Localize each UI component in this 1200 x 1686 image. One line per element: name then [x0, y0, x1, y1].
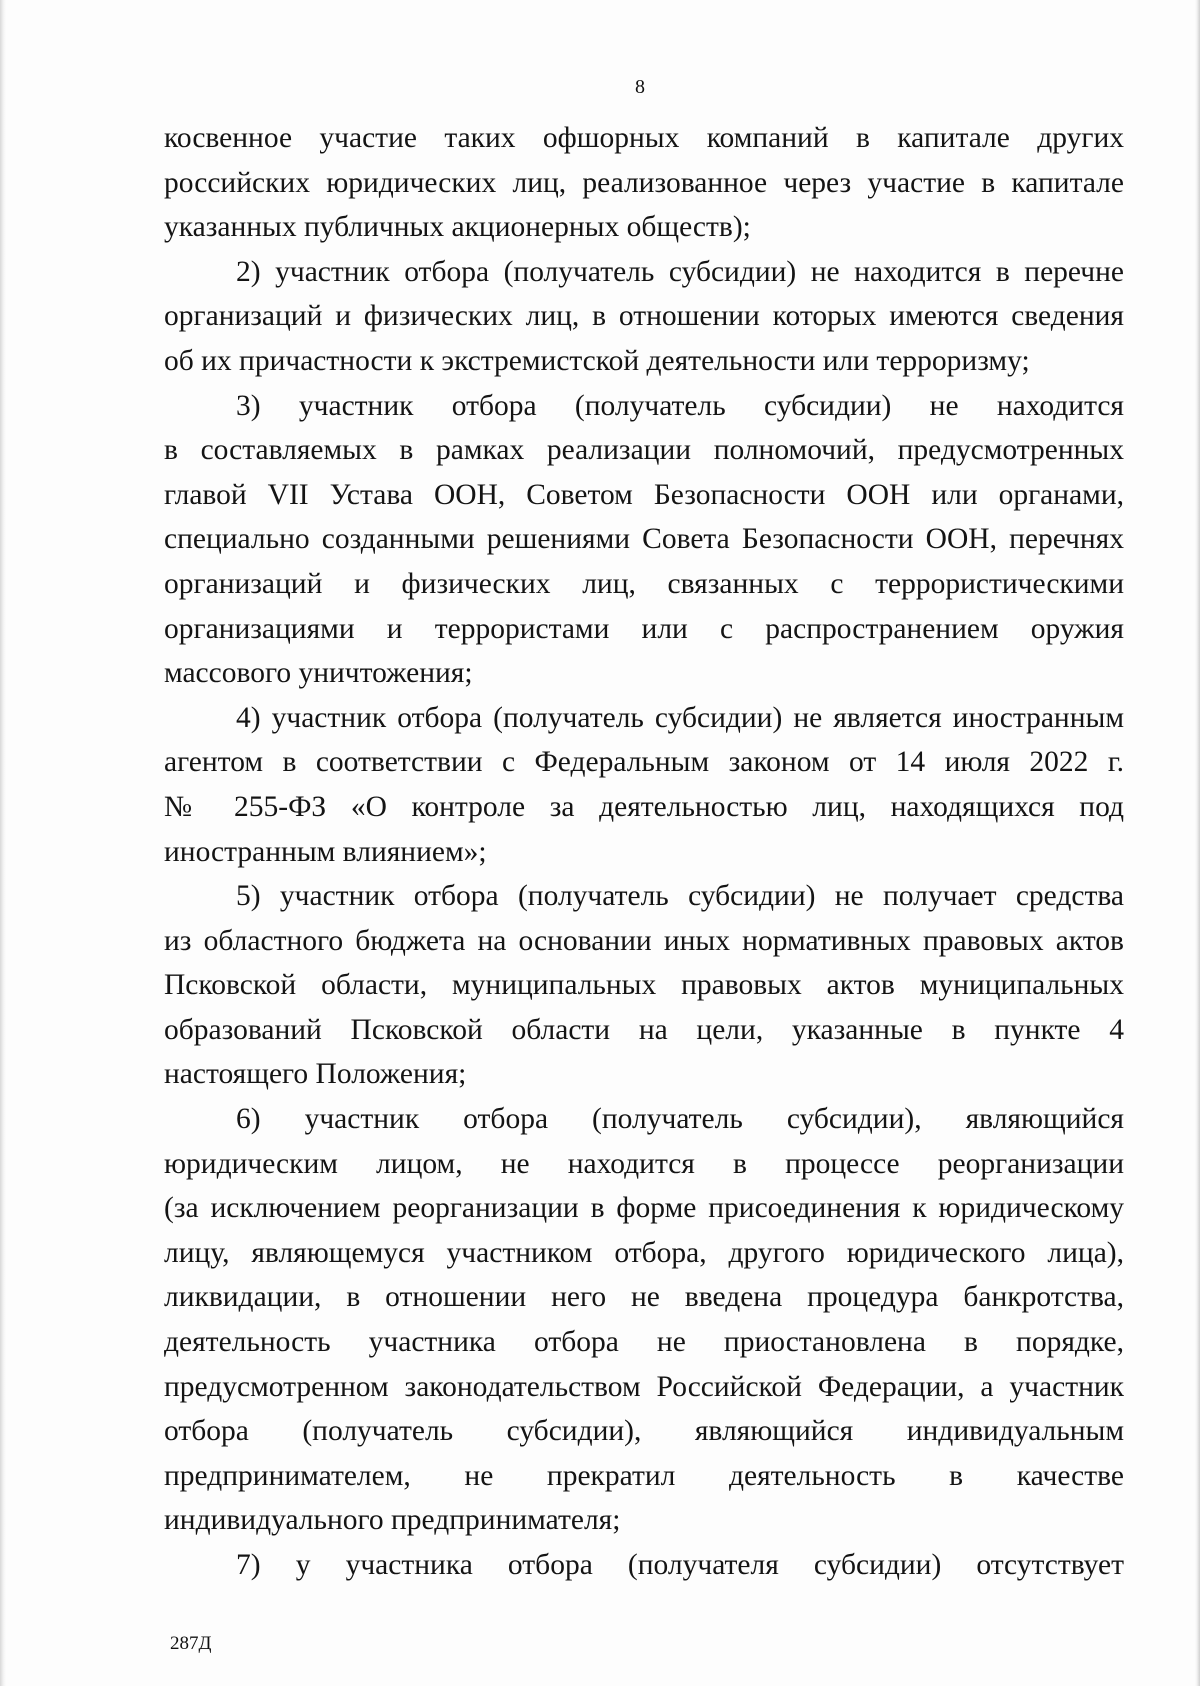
text-line: 2) участник отбора (получатель субсидии) не находится в перечне	[236, 255, 1124, 288]
document-body	[164, 116, 1124, 1588]
text-line: 3) участник отбора (получатель субсидии) не находится	[236, 389, 1124, 422]
text-line: юридическим лицом, не находится в процессе реорганизации	[164, 1147, 1124, 1180]
text-line: 4) участник отбора (получатель субсидии) не является иностранным	[236, 701, 1124, 734]
text-line: организациями и террористами или с распространением оружия	[164, 612, 1124, 645]
text-line: Псковской области, муниципальных правовых актов муниципальных	[164, 969, 1124, 1002]
text-line: № 255-ФЗ «О контроле за деятельностью лиц, находящихся под	[164, 790, 1124, 823]
text-line: из областного бюджета на основании иных нормативных правовых актов	[164, 924, 1124, 957]
text-line: специально созданными решениями Совета Безопасности ООН, перечнях	[164, 523, 1124, 556]
text-line: настоящего Положения;	[164, 1058, 467, 1091]
text-line: индивидуального предпринимателя;	[164, 1504, 621, 1537]
text-line: деятельность участника отбора не приостановлена в порядке,	[164, 1326, 1124, 1359]
text-line: образований Псковской области на цели, указанные в пункте 4	[164, 1013, 1124, 1046]
text-line: 5) участник отбора (получатель субсидии) не получает средства	[236, 880, 1124, 913]
text-line: предусмотренном законодательством Российской Федерации, а участник	[164, 1370, 1124, 1403]
text-line: (за исключением реорганизации в форме присоединения к юридическому	[164, 1192, 1124, 1225]
scan-edge-left	[0, 0, 6, 1686]
text-line: косвенное участие таких офшорных компаний в капитале других	[164, 122, 1124, 154]
text-line: в составляемых в рамках реализации полномочий, предусмотренных	[164, 434, 1124, 467]
text-line: отбора (получатель субсидии), являющийся индивидуальным	[164, 1415, 1124, 1448]
text-line: 6) участник отбора (получатель субсидии), являющийся	[236, 1103, 1124, 1136]
text-line: ликвидации, в отношении него не введена процедура банкротства,	[164, 1281, 1124, 1314]
text-line: агентом в соответствии с Федеральным законом от 14 июля 2022 г.	[164, 746, 1124, 779]
page-number: 8	[635, 76, 645, 98]
text-line: массового уничтожения;	[164, 657, 473, 690]
text-line: иностранным влиянием»;	[164, 835, 487, 868]
text-line: указанных публичных акционерных обществ);	[164, 211, 751, 244]
text-line: 7) у участника отбора (получателя субсидии) отсутствует	[236, 1549, 1124, 1581]
text-line: предпринимателем, не прекратил деятельность в качестве	[164, 1459, 1124, 1492]
text-line: организаций и физических лиц, связанных с террористическими	[164, 567, 1124, 600]
document-code: 287Д	[170, 1633, 212, 1654]
text-line: российских юридических лиц, реализованное через участие в капитале	[164, 166, 1124, 199]
scan-edge-right	[1195, 0, 1200, 1686]
text-line: главой VII Устава ООН, Советом Безопасности ООН или органами,	[164, 478, 1124, 511]
text-line: об их причастности к экстремистской деятельности или терроризму;	[164, 344, 1030, 377]
text-line: лицу, являющемуся участником отбора, другого юридического лица),	[164, 1236, 1124, 1269]
text-line: организаций и физических лиц, в отношении которых имеются сведения	[164, 300, 1124, 333]
